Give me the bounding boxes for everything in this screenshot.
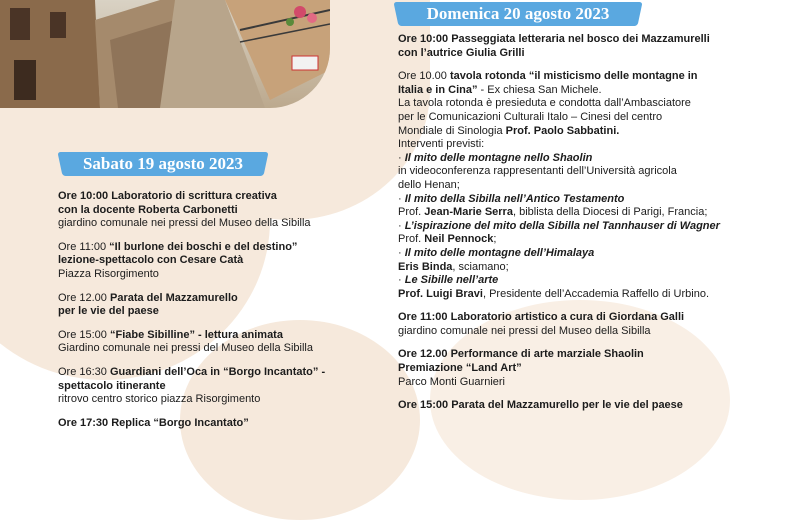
talk-title: Le Sibille nell’arte: [404, 274, 499, 287]
talk-speaker-prefix: Prof.: [398, 206, 425, 219]
talk-speaker-role: ;: [493, 233, 497, 246]
event-title: Parata del Mazzamurello: [109, 291, 238, 304]
talk-speaker-role: , Presidente dell’Accademia Raffello di Urbino.: [482, 287, 709, 300]
event-location: giardino comunale nei pressi del Museo della Sibilla: [398, 324, 651, 337]
event-guest: con la docente Roberta Carbonetti: [58, 203, 238, 216]
event-title: “Fiabe Sibilline” - lettura animata: [109, 328, 283, 341]
event-time-title: Ore 11:00 Laboratorio artistico a cura di Giordana Galli: [398, 311, 685, 324]
bullet: ·: [398, 192, 405, 205]
event-title: “Il burlone dei boschi e del destino”: [109, 240, 298, 253]
village-street-photo: [0, 0, 330, 108]
interventi-heading: Interventi previsti:: [398, 138, 485, 151]
saturday-date-banner: [68, 152, 258, 176]
sunday-event-3: [398, 311, 798, 338]
event-description: Mondiale di Sinologia: [398, 124, 506, 137]
talk-speaker-name: Prof. Luigi Bravi: [398, 287, 483, 300]
event-guest: lezione-spettacolo con Cesare Catà: [58, 254, 244, 267]
sunday-date-banner: [404, 2, 632, 26]
saturday-event-1: [58, 190, 358, 231]
event-title-cont: Italia e in Cina”: [398, 83, 478, 96]
event-time-title: Ore 12.00 Performance di arte marziale Shaolin: [398, 348, 644, 361]
saturday-date-title: Sabato 19 agosto 2023: [82, 154, 244, 173]
talk-speaker-name: Jean-Marie Serra: [424, 206, 513, 219]
saturday-event-5: [58, 366, 358, 407]
saturday-event-4: [58, 329, 358, 356]
event-subtitle: spettacolo itinerante: [58, 379, 166, 392]
moderator-name: Prof. Paolo Sabbatini.: [505, 124, 620, 137]
event-title: Guardiani dell’Oca in “Borgo Incantato” -: [109, 365, 326, 378]
event-time-title: Ore 10:00 Passeggiata letteraria nel bosco dei Mazzamurelli: [398, 33, 710, 45]
talk-speaker-role: , biblista della Diocesi di Parigi, Francia;: [512, 206, 708, 219]
saturday-event-2: [58, 241, 358, 282]
sunday-date-title: Domenica 20 agosto 2023: [426, 4, 610, 23]
event-location: ritrovo centro storico piazza Risorgimento: [58, 393, 261, 406]
sunday-event-1: [398, 33, 798, 60]
event-location: Parco Monti Guarnieri: [398, 375, 505, 388]
event-title: tavola rotonda “il misticismo delle montagne in: [449, 70, 698, 83]
event-time: Ore 12.00: [58, 291, 110, 304]
saturday-event-3: [58, 292, 358, 319]
talk-speaker: dello Henan;: [398, 178, 460, 191]
event-description: La tavola rotonda è presieduta e condotta dall’Ambasciatore: [398, 97, 691, 110]
talk-title: L’ispirazione del mito della Sibilla nel Tannhauser di Wagner: [404, 219, 720, 232]
talk-title: Il mito delle montagne nello Shaolin: [404, 151, 593, 164]
event-location: per le vie del paese: [58, 305, 159, 318]
event-time-title: Ore 10:00 Laboratorio di scrittura creativa: [58, 190, 277, 202]
talk-speaker-name: Neil Pennock: [424, 233, 494, 246]
saturday-program: [58, 190, 358, 440]
bullet: ·: [398, 274, 405, 287]
talk-speaker-name: Eris Binda: [398, 260, 453, 273]
event-guest: con l’autrice Giulia Grilli: [398, 46, 525, 59]
talk-title: Il mito delle montagne dell’Himalaya: [404, 246, 595, 259]
village-street-illustration: [0, 0, 330, 108]
talk-title: Il mito della Sibilla nell’Antico Testamento: [404, 192, 625, 205]
event-time: Ore 10.00: [398, 70, 450, 83]
talk-speaker: in videoconferenza rappresentanti dell’Università agricola: [398, 165, 677, 178]
sunday-program: [398, 33, 798, 423]
saturday-event-6: [58, 417, 358, 431]
event-location: - Ex chiesa San Michele.: [477, 83, 602, 96]
event-location: Giardino comunale nei pressi del Museo della Sibilla: [58, 342, 313, 355]
event-time-title: Ore 15:00 Parata del Mazzamurello per le vie del paese: [398, 399, 683, 412]
talk-speaker-role: , sciamano;: [452, 260, 509, 273]
event-description: per le Comunicazioni Culturali Italo – Cinesi del centro: [398, 110, 663, 123]
sunday-event-4: [398, 348, 798, 389]
bullet: ·: [398, 219, 405, 232]
event-time-title: Ore 17:30 Replica “Borgo Incantato”: [58, 416, 249, 429]
talk-speaker-prefix: Prof.: [398, 233, 425, 246]
event-location: Piazza Risorgimento: [58, 267, 159, 280]
event-time: Ore 16:30: [58, 365, 110, 378]
bullet: ·: [398, 246, 405, 259]
sunday-event-5: [398, 399, 798, 413]
bullet: ·: [398, 151, 405, 164]
event-subtitle: Premiazione “Land Art”: [398, 362, 522, 375]
sunday-event-2: [398, 70, 798, 301]
event-time: Ore 15:00: [58, 328, 110, 341]
event-time: Ore 11:00: [58, 240, 110, 253]
event-location: giardino comunale nei pressi del Museo della Sibilla: [58, 217, 311, 230]
